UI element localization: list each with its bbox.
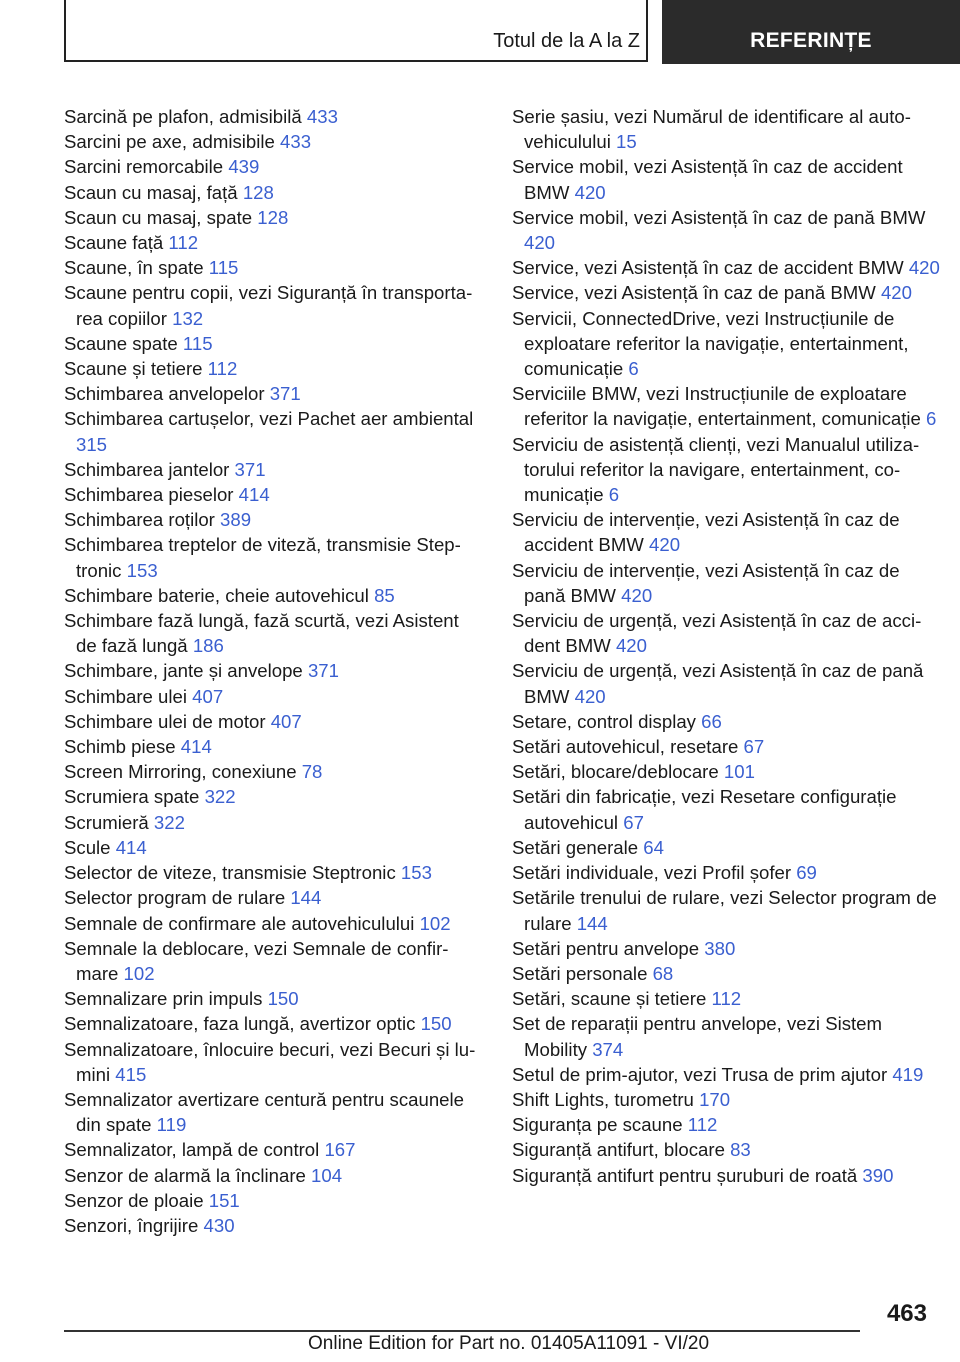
index-term: Siguranță antifurt pentru șuruburi de roată — [512, 1164, 858, 1186]
index-entry — [64, 406, 484, 456]
index-entry — [64, 911, 484, 936]
page-reference-link[interactable]: 67 — [743, 736, 765, 758]
page-reference-link[interactable]: 112 — [168, 232, 199, 254]
index-term: Setări individuale, vezi Profil șofer — [512, 862, 792, 884]
page-reference-link[interactable]: 414 — [180, 736, 212, 758]
index-entry — [512, 306, 942, 382]
index-entry — [64, 1163, 484, 1188]
index-term: Semnalizatoare, faza lungă, avertizor optic — [64, 1013, 416, 1035]
page-reference-link[interactable]: 115 — [208, 257, 239, 279]
page-reference-link[interactable]: 69 — [796, 862, 817, 884]
page-reference-link[interactable]: 420 — [524, 232, 556, 254]
page-reference-link[interactable]: 6 — [628, 358, 639, 380]
page-reference-link[interactable]: 167 — [324, 1139, 356, 1161]
index-entry — [64, 154, 484, 179]
index-term: Shift Lights, turometru — [512, 1088, 694, 1110]
page-reference-link[interactable]: 420 — [574, 181, 606, 203]
index-term: Senzori, îngrijire — [64, 1214, 199, 1236]
index-entry — [64, 532, 484, 582]
page-reference-link[interactable]: 150 — [267, 988, 299, 1010]
index-term: Schimbarea anvelopelor — [64, 383, 265, 405]
index-entry — [512, 885, 942, 935]
index-term: Schimb piese — [64, 736, 176, 758]
index-entry — [512, 860, 942, 885]
index-term: Schimbarea roților — [64, 509, 215, 531]
index-term: Setul de prim-ajutor, vezi Trusa de prim ajutor — [512, 1063, 888, 1085]
index-term: Screen Mirroring, conexiune — [64, 761, 297, 783]
index-term: Setări generale — [512, 836, 639, 858]
page-reference-link[interactable]: 414 — [238, 484, 270, 506]
index-term: Schimbare baterie, cheie autovehicul — [64, 584, 369, 606]
index-entry — [512, 432, 942, 508]
index-term: Sarcină pe plafon, admisibilă — [64, 106, 302, 127]
index-entry — [512, 784, 942, 834]
page-reference-link[interactable]: 64 — [643, 836, 664, 858]
index-term: Scaun cu masaj, spate — [64, 206, 253, 228]
index-entry — [64, 709, 484, 734]
index-entry — [64, 255, 484, 280]
index-entry — [512, 154, 942, 204]
section-title: Totul de la A la Z — [493, 30, 640, 52]
index-term: Schimbare ulei de motor — [64, 710, 266, 732]
index-term: Selector de viteze, transmisie Steptronic — [64, 862, 396, 884]
index-term: Scaun cu masaj, față — [64, 181, 238, 203]
index-term: Setări, blocare/deblocare — [512, 761, 719, 783]
index-term: Sarcini remorcabile — [64, 156, 224, 178]
page-reference-link[interactable]: 371 — [269, 383, 301, 405]
index-term: Semnale de confirmare ale autovehiculului — [64, 912, 415, 934]
page-reference-link[interactable]: 115 — [182, 332, 213, 354]
index-term: Serviciu de urgență, vezi Asistență în caz de accident BMW — [512, 610, 922, 657]
page-reference-link[interactable]: 104 — [311, 1164, 343, 1186]
index-term: Senzor de ploaie — [64, 1189, 204, 1211]
index-entry — [512, 104, 942, 154]
page-reference-link[interactable]: 151 — [208, 1189, 240, 1211]
index-entry — [64, 230, 484, 255]
index-term: Serviciile BMW, vezi Instrucțiunile de exploatare referitor la navigație, entertainment, comunicație — [512, 383, 921, 430]
index-term: Servicii, ConnectedDrive, vezi Instrucțiunile de exploatare referitor la navigație, entertainment, comunicație — [512, 307, 909, 380]
page-reference-link[interactable]: 371 — [234, 458, 266, 480]
page-reference-link[interactable]: 6 — [926, 408, 937, 430]
index-term: Scaune spate — [64, 332, 178, 354]
index-entry — [64, 835, 484, 860]
page-reference-link[interactable]: 132 — [172, 307, 204, 329]
index-term: Semnalizator, lampă de control — [64, 1139, 320, 1161]
index-term: Selector program de rulare — [64, 887, 286, 909]
index-entry — [512, 961, 942, 986]
index-term: Semnalizator avertizare centură pentru scaunele din spate — [64, 1088, 464, 1136]
index-entry — [512, 205, 942, 255]
page-reference-link[interactable]: 170 — [699, 1088, 731, 1110]
page-reference-link[interactable]: 101 — [723, 761, 755, 783]
index-entry — [512, 1163, 942, 1188]
page-reference-link[interactable]: 420 — [649, 534, 681, 556]
index-entry — [64, 1037, 484, 1087]
page-reference-link[interactable]: 128 — [242, 181, 274, 203]
index-entry — [64, 684, 484, 709]
index-entry — [64, 734, 484, 759]
page-reference-link[interactable]: 322 — [153, 811, 185, 833]
index-term: Setări din fabricație, vezi Resetare configurație autovehicul — [512, 786, 897, 833]
index-term: Serie șasiu, vezi Numărul de identificare al autovehiculului — [512, 106, 911, 153]
page-reference-link[interactable]: 78 — [301, 761, 323, 783]
index-entry — [512, 759, 942, 784]
index-entry — [64, 331, 484, 356]
index-entry — [64, 784, 484, 809]
page-reference-link[interactable]: 144 — [290, 887, 322, 909]
page-reference-link[interactable]: 420 — [615, 635, 647, 657]
page-reference-link[interactable]: 15 — [616, 131, 637, 153]
index-term: Scrumiera spate — [64, 786, 200, 808]
index-entry — [64, 356, 484, 381]
index-term: Scaune pentru copii, vezi Siguranță în transportarea copiilor — [64, 282, 473, 329]
index-term: Service, vezi Asistență în caz de accident BMW — [512, 257, 904, 279]
index-term: Semnalizare prin impuls — [64, 988, 263, 1010]
index-entry — [512, 734, 942, 759]
index-entry — [64, 280, 484, 330]
index-entry — [64, 104, 484, 129]
page-reference-link[interactable]: 371 — [307, 660, 339, 682]
page-reference-link[interactable]: 67 — [623, 811, 644, 833]
page-number: 463 — [886, 1300, 927, 1327]
page-reference-link[interactable]: 414 — [115, 836, 147, 858]
index-entry — [64, 129, 484, 154]
page-reference-link[interactable]: 83 — [730, 1139, 751, 1161]
page-reference-link[interactable]: 415 — [115, 1063, 147, 1085]
page-reference-link[interactable]: 128 — [257, 206, 289, 228]
index-entry — [64, 759, 484, 784]
index-entry — [64, 658, 484, 683]
index-term: Setări autovehicul, resetare — [512, 736, 739, 758]
footer-divider — [64, 1330, 860, 1332]
index-column-left — [64, 104, 484, 1238]
page-reference-link[interactable]: 380 — [704, 937, 736, 959]
index-term: Scule — [64, 836, 111, 858]
index-term: Service mobil, vezi Asistență în caz de pană BMW — [512, 206, 926, 228]
index-term: Serviciu de intervenție, vezi Asistență în caz de pană BMW — [512, 559, 900, 606]
index-term: Setări pentru anvelope — [512, 937, 700, 959]
index-entry — [64, 1011, 484, 1036]
index-entry — [64, 205, 484, 230]
index-term: Setări, scaune și tetiere — [512, 988, 707, 1010]
page-reference-link[interactable]: 390 — [862, 1164, 894, 1186]
page-reference-link[interactable]: 407 — [192, 685, 224, 707]
index-term: Schimbarea cartușelor, vezi Pachet aer ambiental — [64, 408, 474, 430]
index-term: Service, vezi Asistență în caz de pană BMW — [512, 282, 876, 304]
page-reference-link[interactable]: 322 — [204, 786, 236, 808]
page-reference-link[interactable]: 112 — [711, 988, 742, 1010]
index-term: Schimbarea jantelor — [64, 458, 230, 480]
index-entry — [512, 558, 942, 608]
index-entry — [512, 709, 942, 734]
index-entry — [64, 1213, 484, 1238]
page-reference-link[interactable]: 144 — [576, 912, 608, 934]
index-entry — [512, 255, 942, 280]
index-term: Semnalizatoare, înlocuire becuri, vezi Becuri și lumini — [64, 1038, 476, 1085]
index-term: Scrumieră — [64, 811, 149, 833]
index-term: Schimbarea treptelor de viteză, transmisie Steptronic — [64, 534, 461, 581]
page-reference-link[interactable]: 430 — [203, 1214, 235, 1236]
index-entry — [64, 583, 484, 608]
index-term: Senzor de alarmă la înclinare — [64, 1164, 306, 1186]
page-reference-link[interactable]: 66 — [701, 710, 722, 732]
page-reference-link[interactable]: 420 — [908, 257, 940, 279]
index-term: Siguranță antifurt, blocare — [512, 1139, 725, 1161]
index-entry — [64, 457, 484, 482]
index-term: Setările trenului de rulare, vezi Selector program de rulare — [512, 887, 937, 934]
page-reference-link[interactable]: 102 — [123, 962, 155, 984]
index-entry — [64, 1188, 484, 1213]
page-reference-link[interactable]: 153 — [126, 559, 158, 581]
page-reference-link[interactable]: 374 — [592, 1038, 624, 1060]
page-reference-link[interactable]: 439 — [228, 156, 260, 178]
page-reference-link[interactable]: 433 — [280, 131, 312, 153]
index-term: Setări personale — [512, 962, 648, 984]
index-entry — [64, 180, 484, 205]
index-term: Scaune, în spate — [64, 257, 204, 279]
index-term: Schimbare, jante și anvelope — [64, 660, 303, 682]
index-entry — [64, 885, 484, 910]
index-term: Service mobil, vezi Asistență în caz de accident BMW — [512, 156, 903, 203]
index-term: Serviciu de asistență clienți, vezi Manualul utilizatorului referitor la navigare, entertainment, comunicație — [512, 433, 920, 506]
index-entry — [64, 860, 484, 885]
index-entry — [512, 1137, 942, 1162]
page-reference-link[interactable]: 420 — [880, 282, 912, 304]
index-term: Scaune și tetiere — [64, 358, 203, 380]
index-term: Schimbarea pieselor — [64, 484, 234, 506]
page-reference-link[interactable]: 68 — [652, 962, 674, 984]
index-term: Semnale la deblocare, vezi Semnale de confirmare — [64, 937, 449, 984]
index-entry — [64, 810, 484, 835]
index-entry — [512, 658, 942, 708]
page-reference-link[interactable]: 112 — [207, 358, 238, 380]
page-reference-link[interactable]: 420 — [574, 685, 606, 707]
page-reference-link[interactable]: 407 — [270, 710, 302, 732]
index-term: Siguranța pe scaune — [512, 1114, 683, 1136]
page-reference-link[interactable]: 186 — [192, 635, 224, 657]
index-term: Setare, control display — [512, 710, 696, 732]
index-entry — [64, 986, 484, 1011]
index-column-right — [512, 104, 942, 1188]
page-reference-link[interactable]: 153 — [400, 862, 432, 884]
index-term: Serviciu de intervenție, vezi Asistență în caz de accident BMW — [512, 509, 900, 556]
page-reference-link[interactable]: 102 — [419, 912, 451, 934]
index-entry — [512, 1062, 942, 1087]
index-entry — [512, 280, 942, 305]
index-entry — [512, 1112, 942, 1137]
index-term: Scaune față — [64, 232, 164, 254]
index-term: Schimbare ulei — [64, 685, 187, 707]
index-entry — [512, 936, 942, 961]
index-entry — [64, 1137, 484, 1162]
index-entry — [512, 1011, 942, 1061]
chapter-tab: REFERINȚE — [662, 0, 960, 64]
index-entry — [64, 936, 484, 986]
page-reference-link[interactable]: 433 — [306, 106, 338, 127]
index-entry — [512, 986, 942, 1011]
index-entry — [512, 1087, 942, 1112]
index-entry — [512, 835, 942, 860]
page-reference-link[interactable]: 150 — [420, 1013, 452, 1035]
index-term: Sarcini pe axe, admisibile — [64, 131, 275, 153]
page-reference-link[interactable]: 315 — [76, 433, 108, 455]
page-reference-link[interactable]: 85 — [374, 584, 395, 606]
page-reference-link[interactable]: 420 — [621, 584, 653, 606]
page-reference-link[interactable]: 112 — [687, 1114, 718, 1136]
index-entry — [512, 608, 942, 658]
index-entry — [64, 608, 484, 658]
index-term: Schimbare fază lungă, fază scurtă, vezi Asistent de fază lungă — [64, 610, 459, 657]
index-entry — [64, 507, 484, 532]
index-entry — [64, 482, 484, 507]
index-entry — [512, 507, 942, 557]
page-reference-link[interactable]: 389 — [220, 509, 252, 531]
index-entry — [512, 381, 942, 431]
index-term: Set de reparații pentru anvelope, vezi Sistem Mobility — [512, 1013, 883, 1060]
page-reference-link[interactable]: 419 — [892, 1063, 924, 1085]
index-entry — [64, 381, 484, 406]
index-entry — [64, 1087, 484, 1137]
footer-edition: Online Edition for Part no. 01405A11091 - VI/20 — [308, 1333, 710, 1354]
page-reference-link[interactable]: 6 — [608, 484, 620, 506]
page-reference-link[interactable]: 119 — [156, 1114, 187, 1136]
index-term: Serviciu de urgență, vezi Asistență în caz de pană BMW — [512, 660, 924, 707]
